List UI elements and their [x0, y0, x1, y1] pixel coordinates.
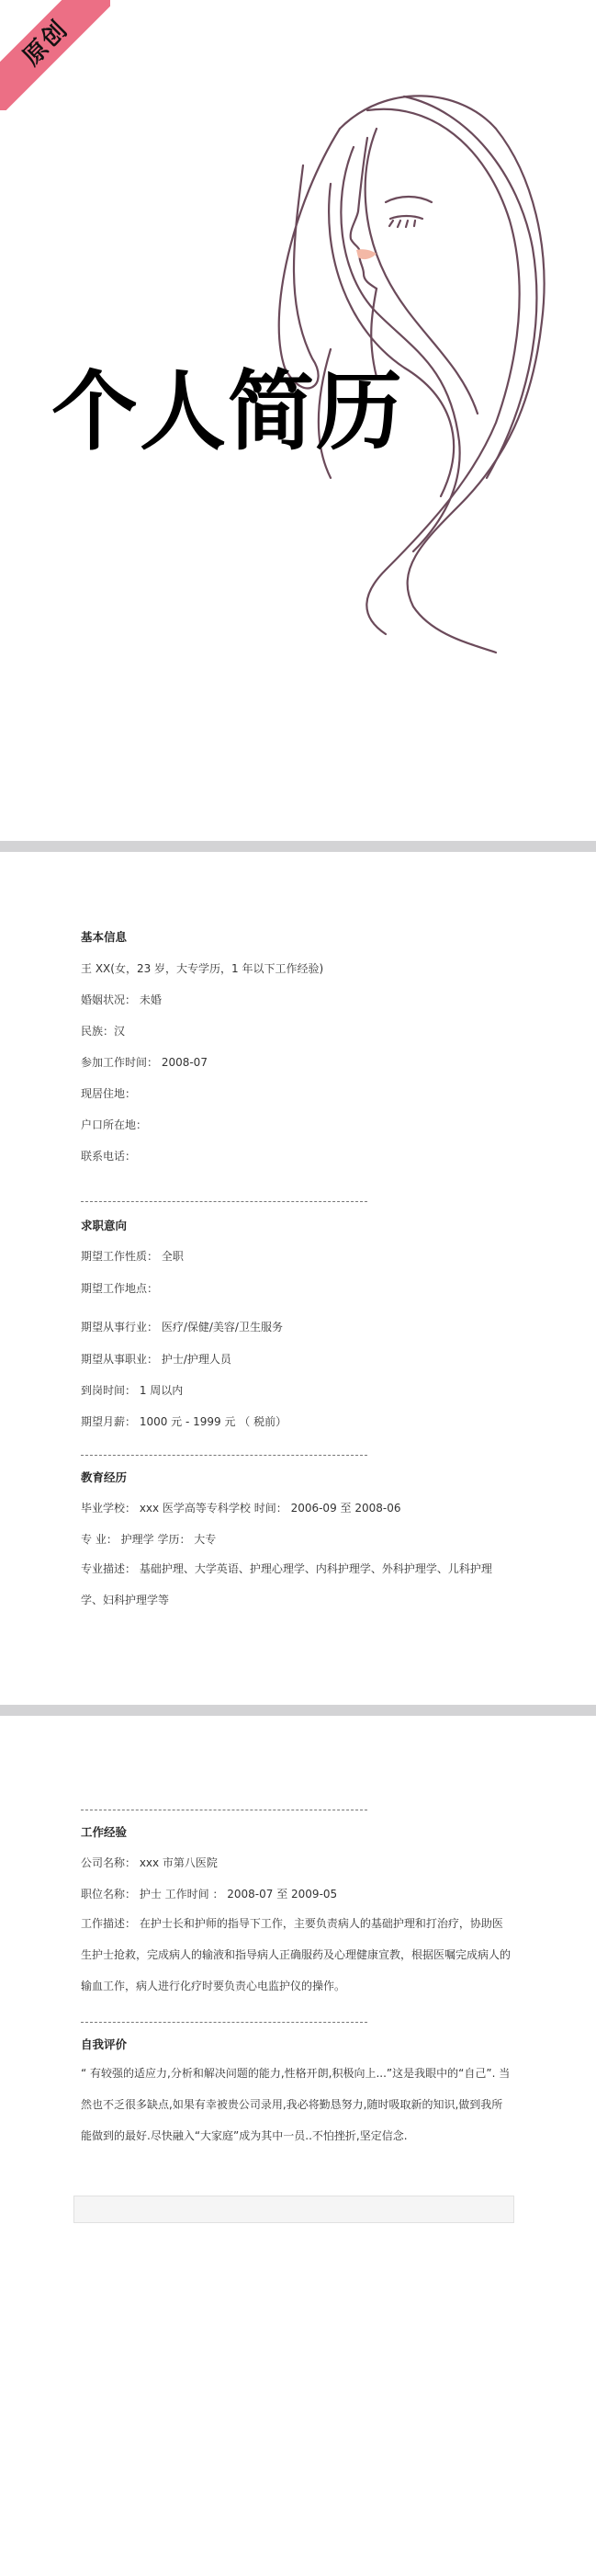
basic-line: 民族：汉 [81, 1025, 126, 1038]
intent-line: 到岗时间： 1 周以内 [81, 1384, 184, 1397]
self-evaluation-text: “ 有较强的适应力,分析和解决问题的能力,性格开朗,积极向上...”这是我眼中的“自己”. 当然也不乏很多缺点,如果有幸被贵公司录用,我必将勤恳努力,随时吸取新的知识,做到我所能做到的最好.尽快融入“大家庭”成为其中一员..不怕挫折,坚定信念. [81, 2067, 511, 2142]
basic-line: 联系电话： [81, 1150, 137, 1163]
resume-page-2 [0, 1716, 596, 2576]
empty-note-box [73, 2196, 514, 2223]
intent-line: 期望工作地点： [81, 1282, 159, 1295]
work-description: 工作描述： 在护士长和护师的指导下工作，主要负责病人的基础护理和打治疗，协助医生护士抢救，完成病人的输液和指导病人正确服药及心理健康宣教，根据医嘱完成病人的输血工作，病人进行化疗时要负责心电监护仪的操作。 [81, 1917, 512, 1992]
education-line: 毕业学校： xxx 医学高等专科学校 时间： 2006-09 至 2008-06 [81, 1502, 401, 1515]
cover-page [0, 0, 596, 841]
job-intent-title: 求职意向 [81, 1219, 128, 1232]
major-description: 专业描述： 基础护理、大学英语、护理心理学、内科护理学、外科护理学、儿科护理学、妇科护理学等 [81, 1562, 492, 1606]
basic-line: 婚姻状况： 未婚 [81, 993, 162, 1006]
work-line: 公司名称： xxx 市第八医院 [81, 1856, 218, 1869]
intent-line: 期望月薪： 1000 元 - 1999 元 （ 税前） [81, 1415, 287, 1428]
work-line: 职位名称： 护士 工作时间 ： 2008-07 至 2009-05 [81, 1888, 338, 1901]
education-line: 专 业： 护理学 学历： 大专 [81, 1533, 217, 1546]
section-divider [81, 1201, 367, 1202]
intent-line: 期望工作性质： 全职 [81, 1250, 184, 1263]
page-gap [0, 841, 596, 852]
cover-title: 个人简历 [51, 362, 405, 462]
basic-line: 现居住地： [81, 1087, 137, 1100]
section-divider [81, 1455, 367, 1456]
intent-line: 期望从事行业： 医疗/保健/美容/卫生服务 [81, 1321, 283, 1333]
basic-line: 户口所在地： [81, 1118, 148, 1131]
basic-line: 王 XX(女，23 岁，大专学历，1 年以下工作经验) [81, 962, 324, 975]
intent-line: 期望从事职业： 护士/护理人员 [81, 1353, 231, 1366]
ribbon-label: 原创 [0, 0, 110, 110]
work-experience-title: 工作经验 [81, 1825, 128, 1839]
basic-info-title: 基本信息 [81, 930, 128, 944]
page-gap [0, 1705, 596, 1716]
resume-page-1 [0, 852, 596, 1705]
education-title: 教育经历 [81, 1470, 128, 1484]
basic-line: 参加工作时间： 2008-07 [81, 1056, 208, 1069]
section-divider [81, 2022, 367, 2023]
self-evaluation-title: 自我评价 [81, 2037, 128, 2051]
original-ribbon [0, 0, 110, 110]
